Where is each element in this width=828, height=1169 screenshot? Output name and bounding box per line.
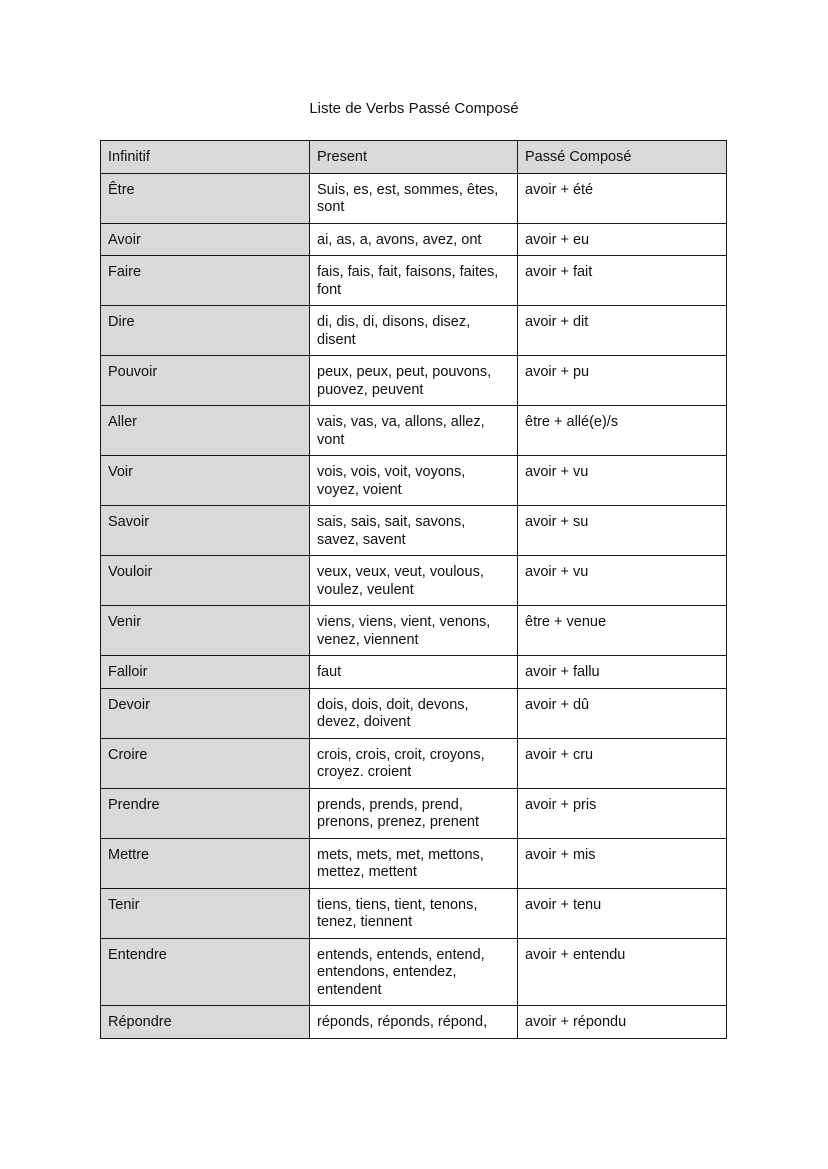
- table-row: [101, 406, 727, 456]
- passe-compose-cell: avoir + répondu: [518, 1006, 727, 1039]
- present-cell: vais, vas, va, allons, allez, vont: [310, 406, 518, 456]
- passe-compose-cell: avoir + vu: [518, 456, 727, 506]
- infinitive-cell: Faire: [101, 256, 310, 306]
- table-row: [101, 738, 727, 788]
- present-cell: tiens, tiens, tient, tenons, tenez, tiennent: [310, 888, 518, 938]
- table-row: [101, 456, 727, 506]
- table-row: [101, 223, 727, 256]
- infinitive-cell: Entendre: [101, 938, 310, 1006]
- infinitive-cell: Avoir: [101, 223, 310, 256]
- infinitive-cell: Venir: [101, 606, 310, 656]
- passe-compose-cell: avoir + pris: [518, 788, 727, 838]
- infinitive-cell: Devoir: [101, 688, 310, 738]
- table-row: [101, 173, 727, 223]
- infinitive-cell: Aller: [101, 406, 310, 456]
- present-cell: ai, as, a, avons, avez, ont: [310, 223, 518, 256]
- infinitive-cell: Prendre: [101, 788, 310, 838]
- table-row: [101, 306, 727, 356]
- table-row: [101, 506, 727, 556]
- present-cell: peux, peux, peut, pouvons, puovez, peuvent: [310, 356, 518, 406]
- infinitive-cell: Tenir: [101, 888, 310, 938]
- present-cell: mets, mets, met, mettons, mettez, mettent: [310, 838, 518, 888]
- infinitive-cell: Dire: [101, 306, 310, 356]
- passe-compose-cell: avoir + été: [518, 173, 727, 223]
- table-row: [101, 656, 727, 689]
- table-row: [101, 688, 727, 738]
- table-row: [101, 606, 727, 656]
- present-cell: crois, crois, croit, croyons, croyez. croient: [310, 738, 518, 788]
- passe-compose-cell: avoir + dû: [518, 688, 727, 738]
- table-row: [101, 256, 727, 306]
- present-cell: prends, prends, prend, prenons, prenez, prenent: [310, 788, 518, 838]
- table-row: [101, 788, 727, 838]
- present-cell: réponds, réponds, répond,: [310, 1006, 518, 1039]
- passe-compose-cell: avoir + vu: [518, 556, 727, 606]
- infinitive-cell: Croire: [101, 738, 310, 788]
- present-cell: veux, veux, veut, voulous, voulez, veulent: [310, 556, 518, 606]
- table-header-row: [101, 141, 727, 174]
- passe-compose-cell: avoir + cru: [518, 738, 727, 788]
- table-row: [101, 1006, 727, 1039]
- header-infinitive: Infinitif: [101, 141, 310, 174]
- table-row: [101, 356, 727, 406]
- passe-compose-cell: être + allé(e)/s: [518, 406, 727, 456]
- passe-compose-cell: avoir + su: [518, 506, 727, 556]
- infinitive-cell: Falloir: [101, 656, 310, 689]
- passe-compose-cell: avoir + eu: [518, 223, 727, 256]
- passe-compose-cell: avoir + pu: [518, 356, 727, 406]
- passe-compose-cell: avoir + mis: [518, 838, 727, 888]
- infinitive-cell: Être: [101, 173, 310, 223]
- infinitive-cell: Voir: [101, 456, 310, 506]
- passe-compose-cell: avoir + fait: [518, 256, 727, 306]
- infinitive-cell: Vouloir: [101, 556, 310, 606]
- passe-compose-cell: avoir + fallu: [518, 656, 727, 689]
- infinitive-cell: Pouvoir: [101, 356, 310, 406]
- infinitive-cell: Répondre: [101, 1006, 310, 1039]
- present-cell: fais, fais, fait, faisons, faites, font: [310, 256, 518, 306]
- infinitive-cell: Mettre: [101, 838, 310, 888]
- document-title: Liste de Verbs Passé Composé: [309, 100, 519, 117]
- table-row: [101, 888, 727, 938]
- passe-compose-cell: avoir + tenu: [518, 888, 727, 938]
- header-present: Present: [310, 141, 518, 174]
- header-passe-compose: Passé Composé: [518, 141, 727, 174]
- verb-table: [100, 140, 727, 1039]
- table-row: [101, 938, 727, 1006]
- present-cell: vois, vois, voit, voyons, voyez, voient: [310, 456, 518, 506]
- present-cell: dois, dois, doit, devons, devez, doivent: [310, 688, 518, 738]
- present-cell: entends, entends, entend, entendons, entendez, entendent: [310, 938, 518, 1006]
- present-cell: di, dis, di, disons, disez, disent: [310, 306, 518, 356]
- present-cell: faut: [310, 656, 518, 689]
- infinitive-cell: Savoir: [101, 506, 310, 556]
- present-cell: sais, sais, sait, savons, savez, savent: [310, 506, 518, 556]
- table-row: [101, 556, 727, 606]
- table-row: [101, 838, 727, 888]
- present-cell: viens, viens, vient, venons, venez, viennent: [310, 606, 518, 656]
- passe-compose-cell: avoir + dit: [518, 306, 727, 356]
- passe-compose-cell: être + venue: [518, 606, 727, 656]
- present-cell: Suis, es, est, sommes, êtes, sont: [310, 173, 518, 223]
- passe-compose-cell: avoir + entendu: [518, 938, 727, 1006]
